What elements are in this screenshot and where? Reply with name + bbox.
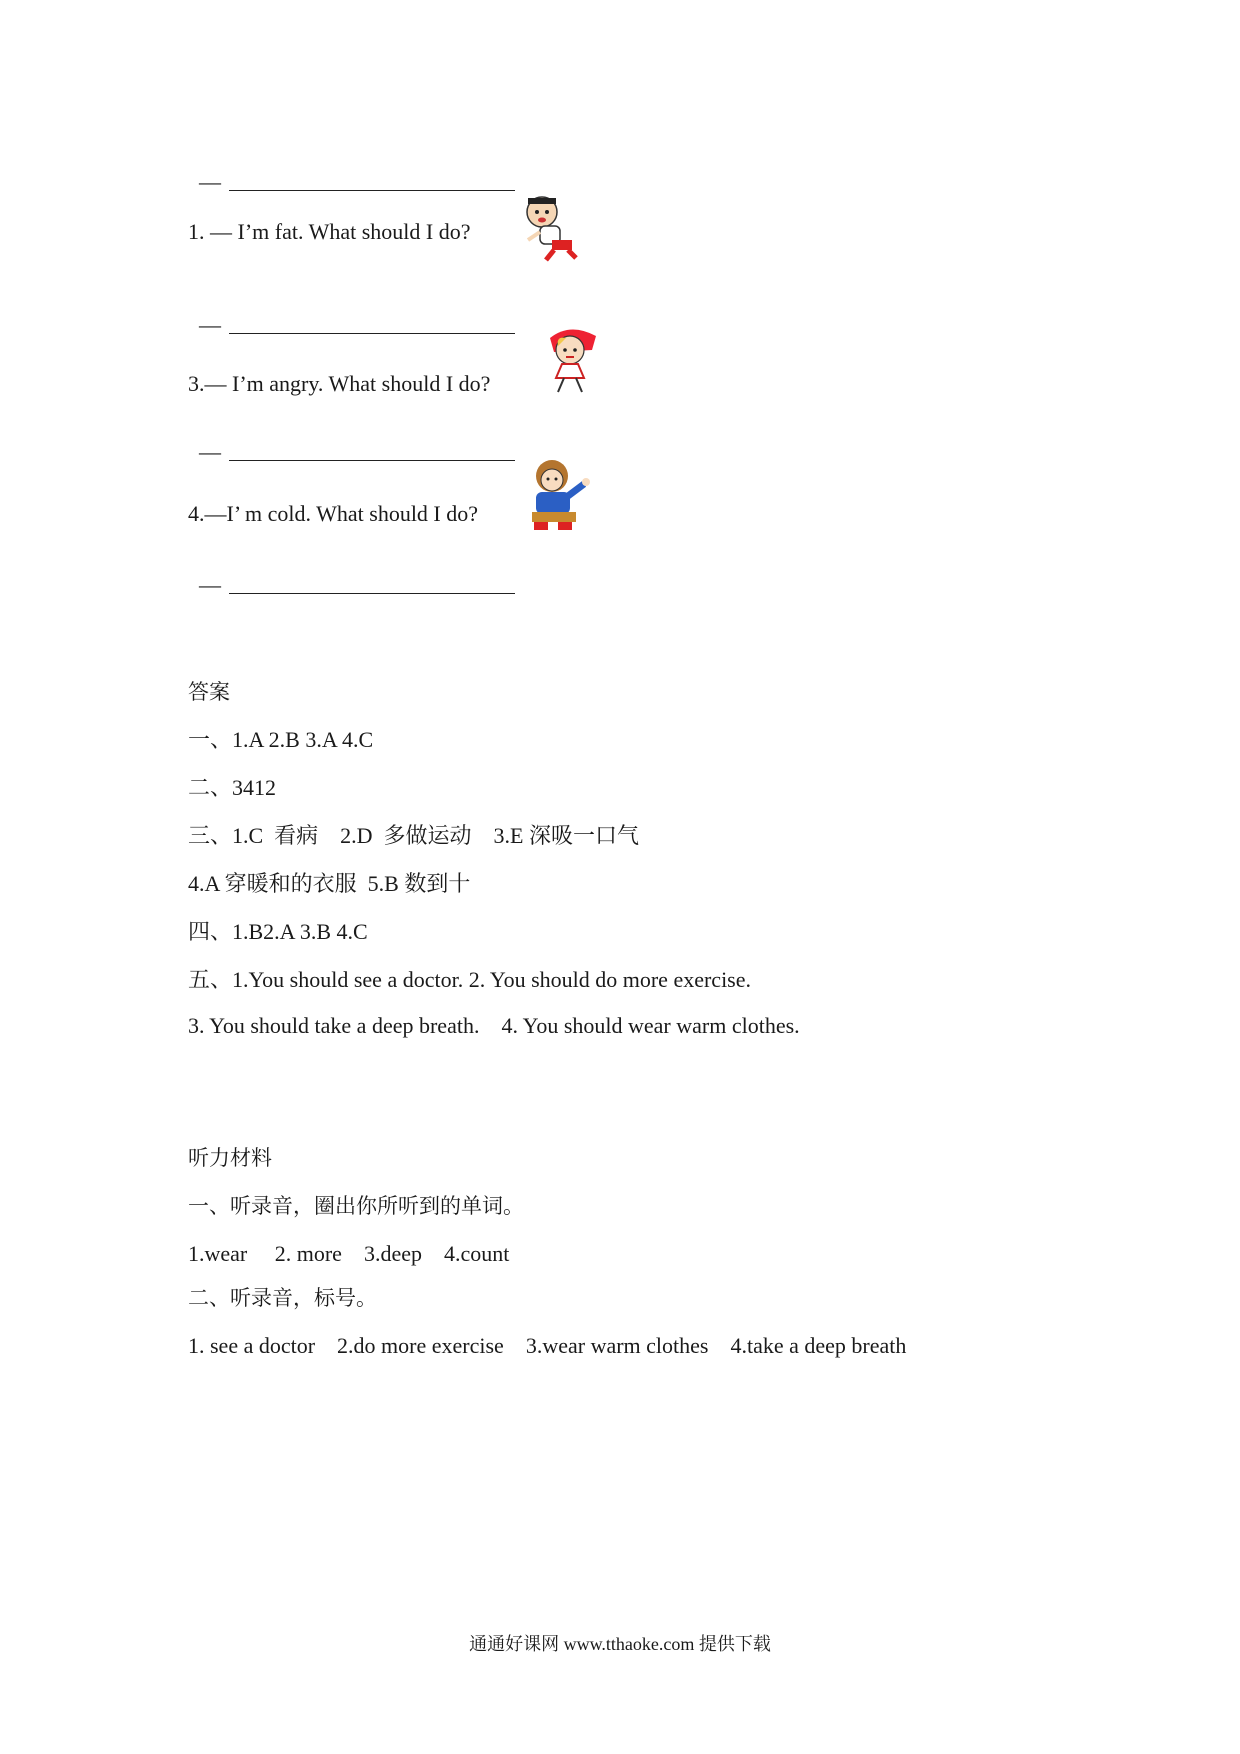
listening-heading: 听力材料 bbox=[188, 1146, 272, 1170]
question-1: 1. — I’m fat. What should I do? bbox=[188, 219, 471, 244]
cold-woman-icon bbox=[518, 454, 600, 534]
answer-blank-4 bbox=[188, 543, 515, 599]
answers-heading: 答案 bbox=[188, 680, 230, 704]
footer-text: 通通好课网 www.tthaoke.com 提供下载 bbox=[469, 1634, 771, 1654]
answer-line-2: 二、3412 bbox=[188, 775, 277, 800]
question-3: 3.— I’m angry. What should I do? bbox=[188, 371, 491, 396]
listening-line-1: 一、听录音，圈出你所听到的单词。 bbox=[188, 1194, 524, 1218]
listening-line-4: 1. see a doctor 2.do more exercise 3.wear warm clothes 4.take a deep breath bbox=[188, 1333, 907, 1358]
answer-blank-3 bbox=[188, 410, 515, 466]
angry-girl-icon bbox=[536, 326, 606, 398]
answer-line-1: 一、1.A 2.B 3.A 4.C bbox=[188, 727, 374, 752]
answer-line-4: 4.A 穿暖和的衣服 5.B 数到十 bbox=[188, 871, 471, 896]
blank-dash: — bbox=[199, 169, 221, 194]
answer-line-7: 3. You should take a deep breath. 4. You should wear warm clothes. bbox=[188, 1013, 800, 1038]
blank-underline bbox=[229, 333, 515, 334]
listening-line-3: 二、听录音，标号。 bbox=[188, 1286, 377, 1310]
listening-line-2: 1.wear 2. more 3.deep 4.count bbox=[188, 1241, 510, 1266]
answer-line-6: 五、1.You should see a doctor. 2. You should do more exercise. bbox=[188, 967, 752, 992]
blank-underline bbox=[229, 190, 515, 191]
blank-underline bbox=[229, 460, 515, 461]
answer-blank-1 bbox=[188, 283, 515, 339]
answer-line-5: 四、1.B2.A 3.B 4.C bbox=[188, 919, 368, 944]
answer-line-3: 三、1.C 看病 2.D 多做运动 3.E 深吸一口气 bbox=[188, 823, 640, 848]
blank-dash: — bbox=[199, 312, 221, 337]
answer-blank-0 bbox=[188, 140, 515, 196]
blank-dash: — bbox=[199, 439, 221, 464]
running-boy-icon bbox=[518, 192, 588, 264]
blank-underline bbox=[229, 593, 515, 594]
question-4: 4.—I’ m cold. What should I do? bbox=[188, 501, 479, 526]
blank-dash: — bbox=[199, 572, 221, 597]
